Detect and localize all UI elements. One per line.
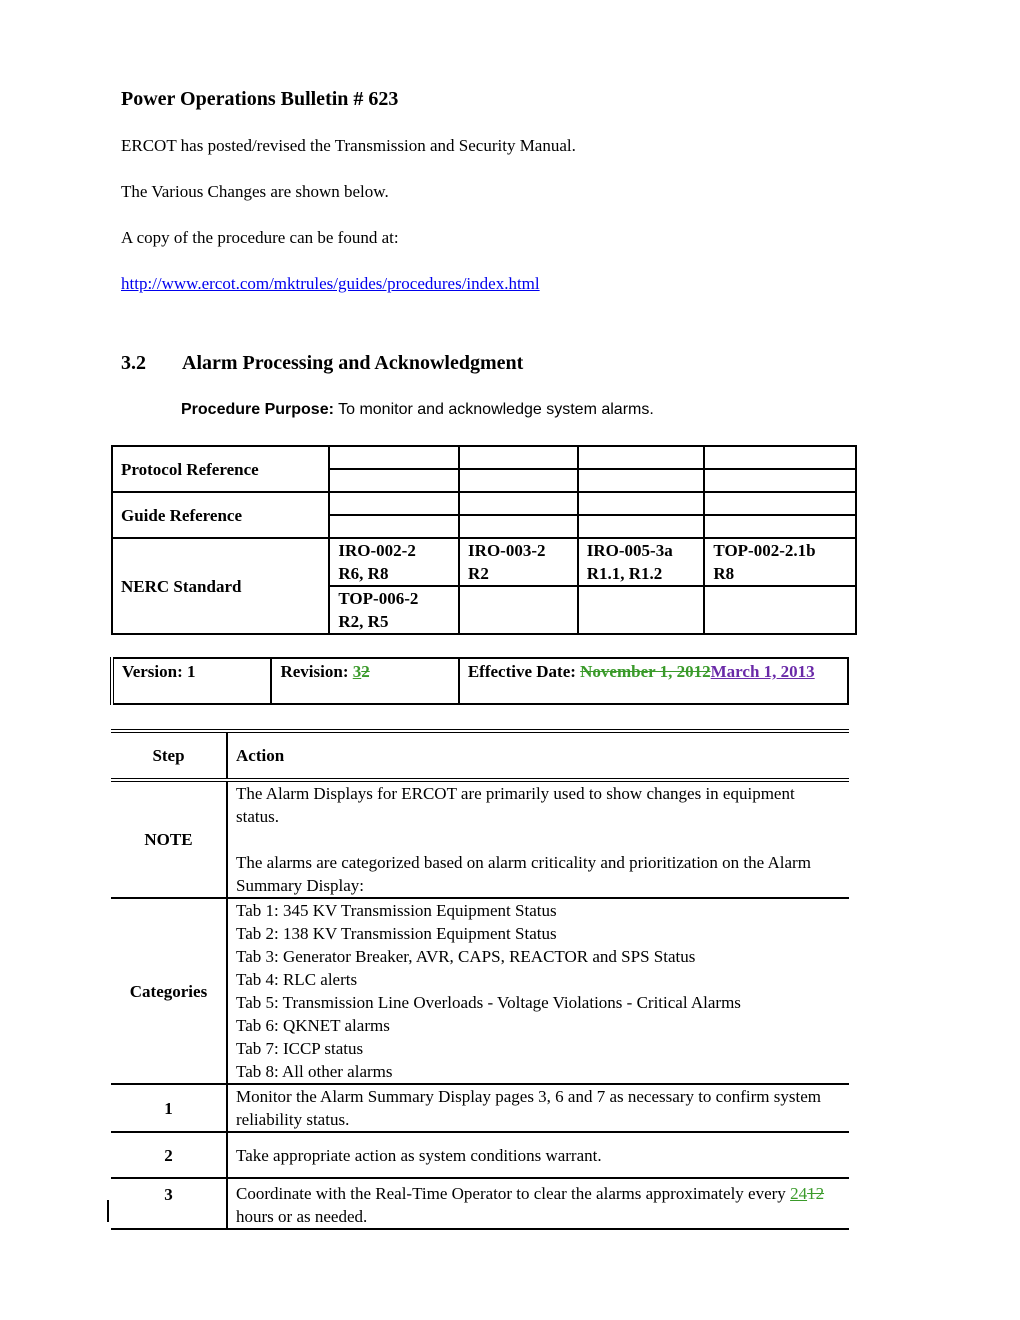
category-item: Tab 5: Transmission Line Overloads - Voltage Violations - Critical Alarms bbox=[236, 993, 741, 1012]
ref-cell bbox=[704, 515, 856, 538]
nerc-code: IRO-002-2 R6, R8 bbox=[329, 538, 459, 586]
category-item: Tab 6: QKNET alarms bbox=[236, 1016, 390, 1035]
ref-cell bbox=[578, 446, 705, 469]
procedure-purpose bbox=[181, 401, 654, 419]
category-item: Tab 7: ICCP status bbox=[236, 1039, 364, 1058]
bulletin-title: Power Operations Bulletin # 623 bbox=[121, 88, 399, 110]
effective-date-old: November 1, 2012 bbox=[580, 662, 711, 681]
category-item: Tab 4: RLC alerts bbox=[236, 970, 358, 989]
action-header: Action bbox=[227, 731, 849, 780]
section-heading bbox=[121, 352, 523, 375]
ref-cell bbox=[459, 515, 578, 538]
protocol-reference-label: Protocol Reference bbox=[112, 446, 329, 492]
ref-cell bbox=[704, 469, 856, 492]
step-number: 2 bbox=[111, 1132, 227, 1178]
categories-label: Categories bbox=[111, 898, 227, 1084]
effective-date-cell: Effective Date: November 1, 2012March 1, 2013 bbox=[459, 658, 848, 704]
ref-cell bbox=[459, 492, 578, 515]
ref-cell bbox=[329, 446, 459, 469]
step-action: Take appropriate action as system conditions warrant. bbox=[227, 1132, 849, 1178]
ref-cell bbox=[329, 469, 459, 492]
category-item: Tab 3: Generator Breaker, AVR, CAPS, REACTOR and SPS Status bbox=[236, 947, 696, 966]
ref-cell bbox=[459, 469, 578, 492]
revision-cell: Revision: 32 bbox=[271, 658, 458, 704]
step-header: Step bbox=[111, 731, 227, 780]
change-bar bbox=[107, 1200, 109, 1222]
nerc-code: IRO-005-3a R1.1, R1.2 bbox=[578, 538, 705, 586]
ref-cell bbox=[459, 446, 578, 469]
ref-cell bbox=[704, 492, 856, 515]
section-title: Alarm Processing and Acknowledgment bbox=[182, 352, 524, 374]
step-number: 3 bbox=[111, 1178, 227, 1229]
ref-cell bbox=[578, 492, 705, 515]
step-action: Coordinate with the Real-Time Operator to clear the alarms approximately every 2412 hours or as needed. bbox=[227, 1178, 849, 1229]
note-label: NOTE bbox=[111, 780, 227, 898]
purpose-text: To monitor and acknowledge system alarms. bbox=[333, 401, 654, 418]
version-table bbox=[110, 657, 849, 705]
steps-table bbox=[111, 729, 849, 1230]
ref-cell bbox=[329, 515, 459, 538]
revision-new: 3 bbox=[352, 662, 362, 681]
category-item: Tab 2: 138 KV Transmission Equipment Status bbox=[236, 924, 557, 943]
step-action: Monitor the Alarm Summary Display pages 3, 6 and 7 as necessary to confirm system reliability status. bbox=[227, 1084, 849, 1132]
ref-cell bbox=[704, 586, 856, 634]
section-number: 3.2 bbox=[121, 352, 146, 374]
guide-reference-label: Guide Reference bbox=[112, 492, 329, 538]
categories-list bbox=[227, 898, 849, 1084]
effective-date-new: March 1, 2013 bbox=[710, 662, 815, 681]
changes-line: The Various Changes are shown below. bbox=[121, 182, 389, 201]
nerc-code: TOP-002-2.1b R8 bbox=[704, 538, 856, 586]
version-cell: Version: 1 bbox=[112, 658, 271, 704]
nerc-standard-label: NERC Standard bbox=[112, 538, 329, 634]
purpose-label: Procedure Purpose: bbox=[181, 401, 334, 418]
hours-old: 12 bbox=[807, 1184, 825, 1203]
nerc-code: IRO-003-2 R2 bbox=[459, 538, 578, 586]
note-text: The Alarm Displays for ERCOT are primarily used to show changes in equipment status. The alarms are categorized based on alarm criticality and prioritization on the Alarm Summary Display: bbox=[227, 780, 849, 898]
hours-new: 24 bbox=[790, 1184, 808, 1203]
ref-cell bbox=[578, 515, 705, 538]
ref-cell bbox=[459, 586, 578, 634]
procedures-link[interactable]: http://www.ercot.com/mktrules/guides/procedures/index.html bbox=[121, 274, 540, 293]
ref-cell bbox=[329, 492, 459, 515]
copy-line: A copy of the procedure can be found at: bbox=[121, 228, 399, 247]
nerc-code: TOP-006-2 R2, R5 bbox=[329, 586, 459, 634]
category-item: Tab 8: All other alarms bbox=[236, 1062, 393, 1081]
category-item: Tab 1: 345 KV Transmission Equipment Status bbox=[236, 901, 557, 920]
ref-cell bbox=[578, 586, 705, 634]
step-number: 1 bbox=[111, 1084, 227, 1132]
ref-cell bbox=[704, 446, 856, 469]
intro-line: ERCOT has posted/revised the Transmission and Security Manual. bbox=[121, 136, 576, 155]
revision-old: 2 bbox=[361, 662, 370, 681]
reference-table bbox=[111, 445, 857, 635]
ref-cell bbox=[578, 469, 705, 492]
